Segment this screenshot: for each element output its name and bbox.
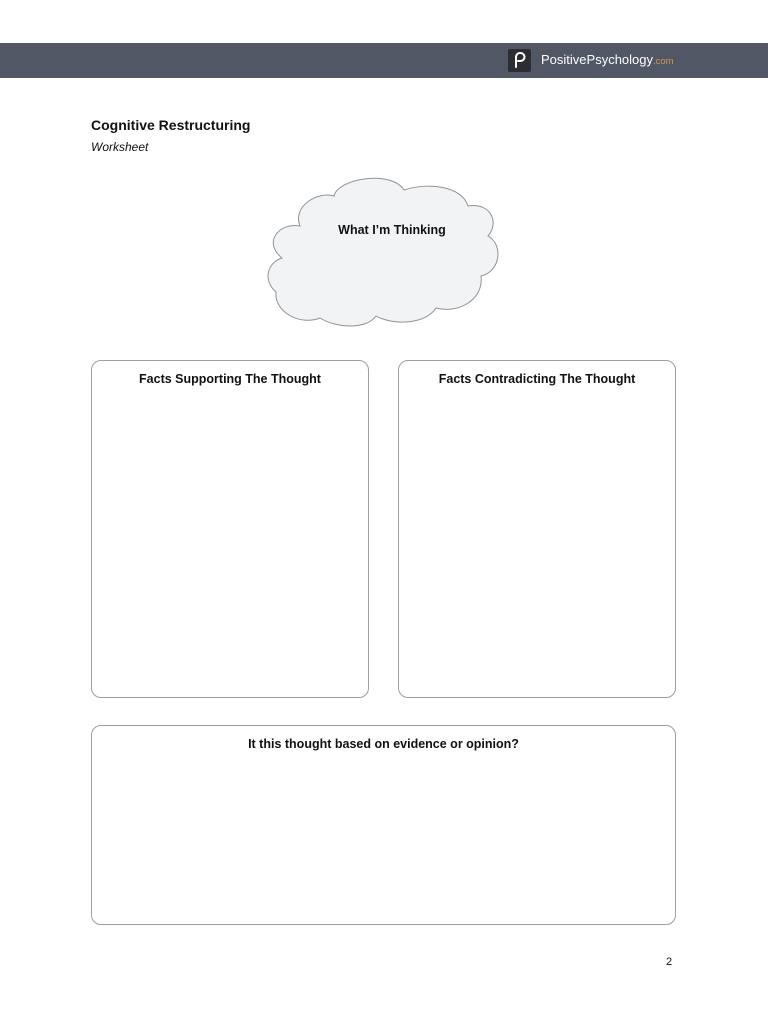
supporting-facts-label: Facts Supporting The Thought xyxy=(139,372,321,386)
document-title: Cognitive Restructuring xyxy=(91,117,251,133)
brand-tld: .com xyxy=(653,56,674,67)
document-subtitle: Worksheet xyxy=(91,140,149,154)
thought-cloud-label: What I’m Thinking xyxy=(338,223,446,237)
page-number: 2 xyxy=(666,956,673,968)
evidence-or-opinion-box[interactable] xyxy=(91,725,676,925)
thought-cloud xyxy=(262,174,506,330)
contradicting-facts-label: Facts Contradicting The Thought xyxy=(438,372,636,386)
brand-name: PositivePsychology xyxy=(541,52,653,67)
brand-wordmark xyxy=(541,52,674,70)
p-logo-icon xyxy=(508,49,531,72)
supporting-facts-box[interactable] xyxy=(91,360,369,698)
contradicting-facts-box[interactable] xyxy=(398,360,676,698)
header-band xyxy=(0,43,768,78)
evidence-or-opinion-label: It this thought based on evidence or opinion? xyxy=(248,737,519,751)
